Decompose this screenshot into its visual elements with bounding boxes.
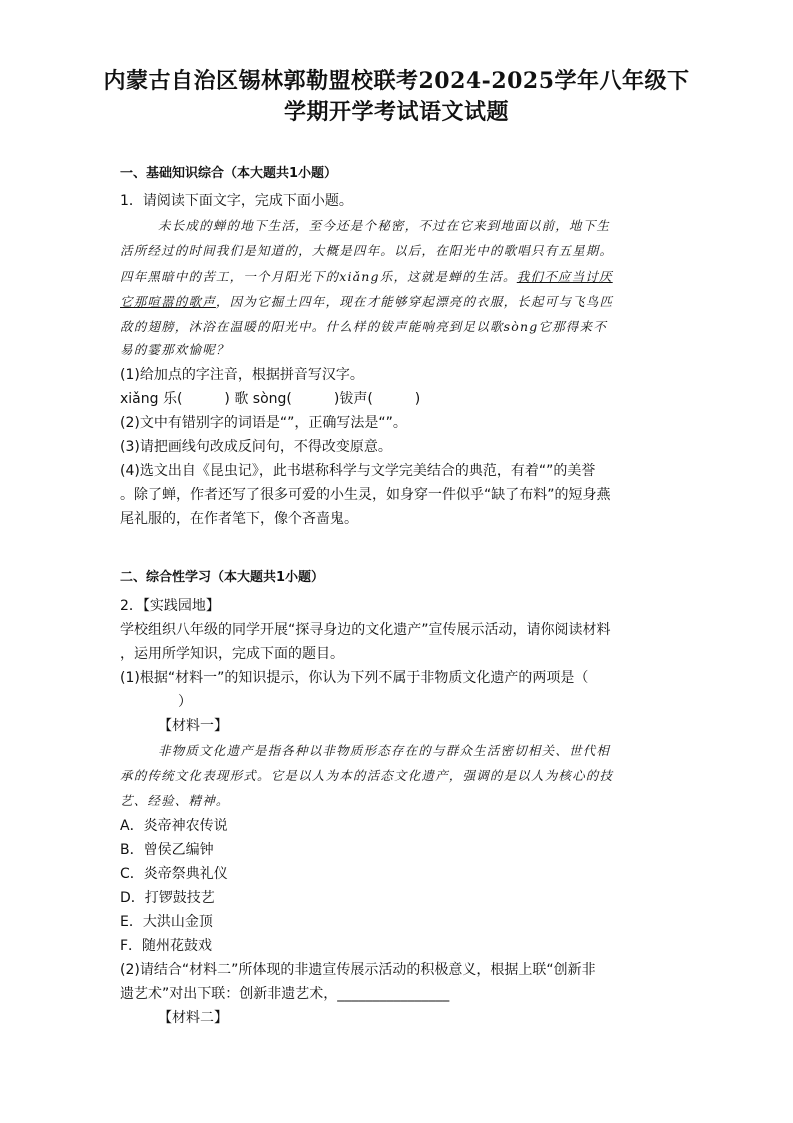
passage-line-4-text: ，因为它掘土四年，现在才能够穿起漂亮的衣服，长起可与飞鸟匹 <box>215 294 614 309</box>
option-e: E．大洪山金顶 <box>120 914 213 930</box>
passage-line-3 <box>120 267 613 285</box>
section-1-heading: 一、基础知识综合（本大题共1小题） <box>120 166 338 181</box>
material-1-line-3: 艺、经验、精神。 <box>120 793 230 808</box>
passage-line-6: 易的霎那欢愉呢？ <box>120 342 230 357</box>
q2-sub-2-line-2: 遗艺术”对出下联：创新非遗艺术，________________ <box>120 986 450 1002</box>
q1-sub-2: (2)文中有错别字的词语是“”，正确写法是“”。 <box>120 415 407 431</box>
exam-title-line-1: 内蒙古自治区锡林郭勒盟校联考2024-2025学年八年级下 <box>103 68 690 94</box>
option-a: A．炎帝神农传说 <box>120 818 228 834</box>
option-c: C．炎帝祭典礼仪 <box>120 866 228 882</box>
underlined-sentence-part-2: 它那喧嚣的歌声 <box>120 294 216 309</box>
material-1-label: 【材料一】 <box>158 718 228 734</box>
option-d: D．打锣鼓技艺 <box>120 890 215 906</box>
q1-sub-3: (3)请把画线句改成反问句，不得改变原意。 <box>120 439 392 455</box>
passage-line-1: 未长成的蝉的地下生活，至今还是个秘密，不过在它来到地面以前，地下生 <box>158 218 611 233</box>
question-2-line-1: 学校组织八年级的同学开展“探寻身边的文化遗产”宣传展示活动，请你阅读材料 <box>120 622 611 638</box>
material-1-line-1: 非物质文化遗产是指各种以非物质形态存在的与群众生活密切相关、世代相 <box>158 743 611 758</box>
underlined-sentence-part-1: 我们不应当讨厌 <box>516 269 613 284</box>
q2-sub-1-line-2: ） <box>178 694 192 710</box>
material-1-line-2: 承的传统文化表现形式。它是以人为本的活态文化遗产，强调的是以人为核心的技 <box>120 768 614 783</box>
question-1-intro: 1．请阅读下面文字，完成下面小题。 <box>120 193 353 209</box>
q1-sub-4-line-2: 。除了蝉，作者还写了很多可爱的小生灵，如身穿一件似乎“缺了布料”的短身燕 <box>120 487 611 503</box>
exam-title-line-2: 学期开学考试语文试题 <box>283 99 509 125</box>
question-2-intro: 2．【实践园地】 <box>120 598 220 614</box>
q1-sub-4-line-3: 尾礼服的，在作者笔下，像个吝啬鬼。 <box>120 511 358 527</box>
q2-sub-1-line-1: (1)根据“材料一”的知识提示，你认为下列不属于非物质文化遗产的两项是（ <box>120 670 589 686</box>
q1-sub-1: (1)给加点的字注音，根据拼音写汉字。 <box>120 367 364 383</box>
q2-sub-2-line-1: (2)请结合“材料二”所体现的非遗宣传展示活动的积极意义，根据上联“创新非 <box>120 962 596 978</box>
passage-line-5: 敌的翅膀，沐浴在温暖的阳光中。什么样的钹声能响亮到足以歌sòng它那得来不 <box>120 319 607 334</box>
option-f: F．随州花鼓戏 <box>120 938 213 954</box>
q1-sub-4-line-1: (4)选文出自《昆虫记》，此书堪称科学与文学完美结合的典范，有着“”的美誉 <box>120 463 596 479</box>
passage-line-3-text: 四年黑暗中的苦工，一个月阳光下的xiǎng乐，这就是蝉的生活。 <box>120 269 517 284</box>
passage-line-4 <box>120 292 613 310</box>
passage-line-2: 活所经过的时间我们是知道的，大概是四年。以后，在阳光中的歌唱只有五星期。 <box>120 243 614 258</box>
material-2-label: 【材料二】 <box>158 1010 228 1026</box>
question-2-line-2: ，运用所学知识，完成下面的题目。 <box>120 646 344 662</box>
q1-sub-1-blanks: xiǎng 乐( ) 歌 sòng( )钹声( ) <box>120 391 421 407</box>
section-2-heading: 二、综合性学习（本大题共1小题） <box>120 570 325 585</box>
option-b: B．曾侯乙编钟 <box>120 842 214 858</box>
